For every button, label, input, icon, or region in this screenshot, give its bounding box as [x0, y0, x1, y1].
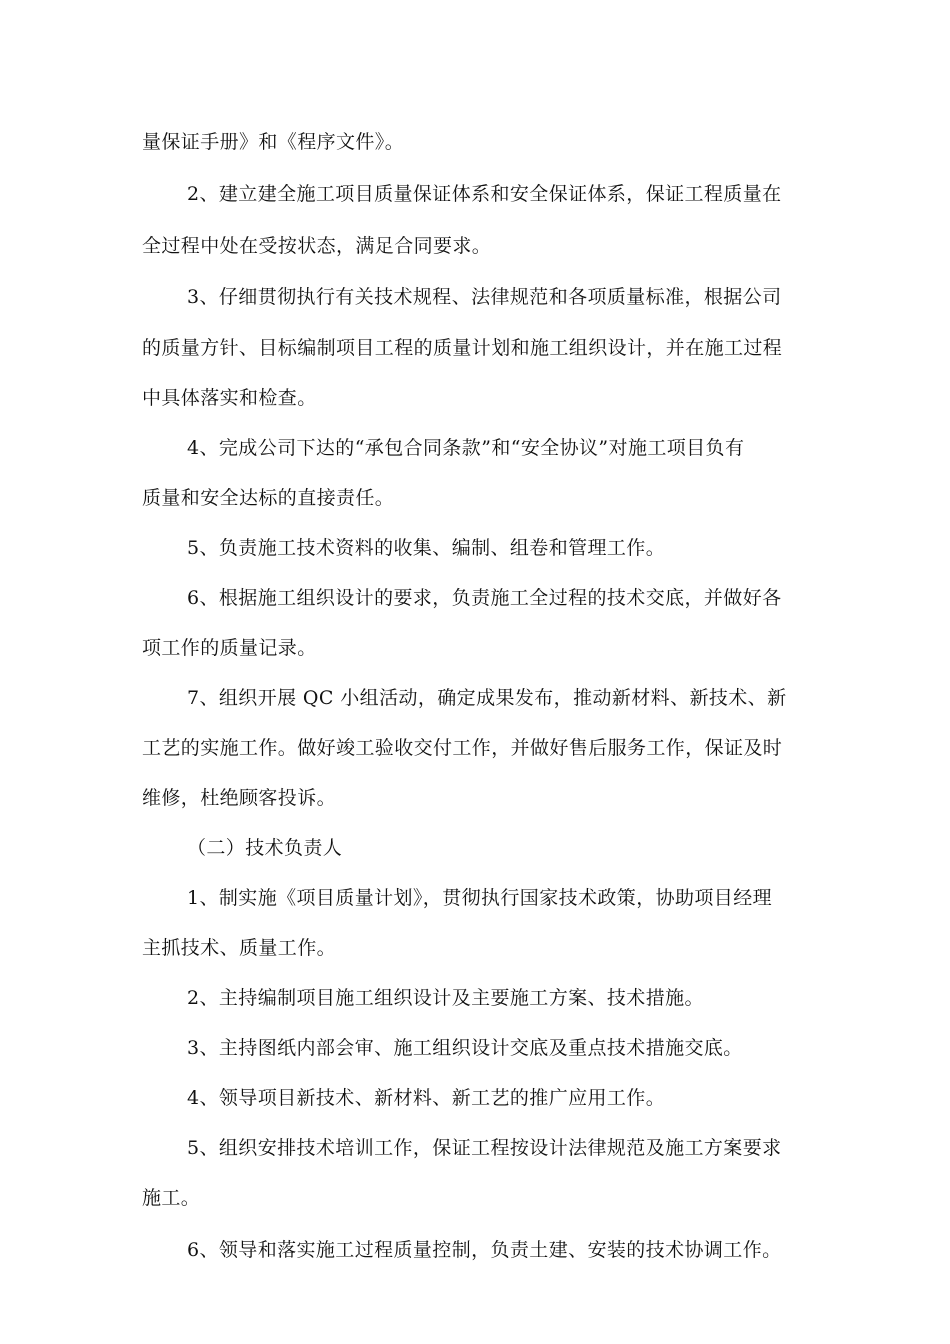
- text-line: 4、完成公司下达的“承包合同条款”和“安全协议”对施工项目负有: [187, 437, 745, 459]
- text-line: 6、根据施工组织设计的要求，负责施工全过程的技术交底，并做好各: [187, 587, 782, 609]
- text-line: 7、组织开展 QC 小组活动，确定成果发布，推动新材料、新技术、新: [187, 687, 787, 709]
- text-line: 量保证手册》和《程序文件》。: [142, 131, 405, 153]
- text-line: 质量和安全达标的直接责任。: [142, 487, 395, 509]
- text-line: 维修，杜绝顾客投诉。: [142, 787, 337, 809]
- text-line: 中具体落实和检查。: [142, 387, 317, 409]
- text-line: 施工。: [142, 1187, 201, 1209]
- text-line: 6、领导和落实施工过程质量控制，负责土建、安装的技术协调工作。: [187, 1239, 782, 1261]
- text-line: 3、仔细贯彻执行有关技术规程、法律规范和各项质量标准，根据公司: [187, 286, 782, 308]
- text-line: 2、建立建全施工项目质量保证体系和安全保证体系，保证工程质量在: [187, 183, 782, 205]
- text-line: 5、负责施工技术资料的收集、编制、组卷和管理工作。: [187, 537, 666, 559]
- text-line: 3、主持图纸内部会审、施工组织设计交底及重点技术措施交底。: [187, 1037, 743, 1059]
- text-line: 1、制实施《项目质量计划》，贯彻执行国家技术政策，协助项目经理: [187, 887, 772, 909]
- text-line: 2、主持编制项目施工组织设计及主要施工方案、技术措施。: [187, 987, 704, 1009]
- text-line: 的质量方针、目标编制项目工程的质量计划和施工组织设计，并在施工过程: [142, 337, 783, 359]
- text-line: 5、组织安排技术培训工作，保证工程按设计法律规范及施工方案要求: [187, 1137, 782, 1159]
- text-line: 项工作的质量记录。: [142, 637, 317, 659]
- text-line: 全过程中处在受按状态，满足合同要求。: [142, 235, 492, 257]
- text-line: 工艺的实施工作。做好竣工验收交付工作，并做好售后服务工作，保证及时: [142, 737, 783, 759]
- text-line: 主抓技术、质量工作。: [142, 937, 337, 959]
- text-line: 4、领导项目新技术、新材料、新工艺的推广应用工作。: [187, 1087, 666, 1109]
- section-heading: （二）技术负责人: [187, 837, 343, 859]
